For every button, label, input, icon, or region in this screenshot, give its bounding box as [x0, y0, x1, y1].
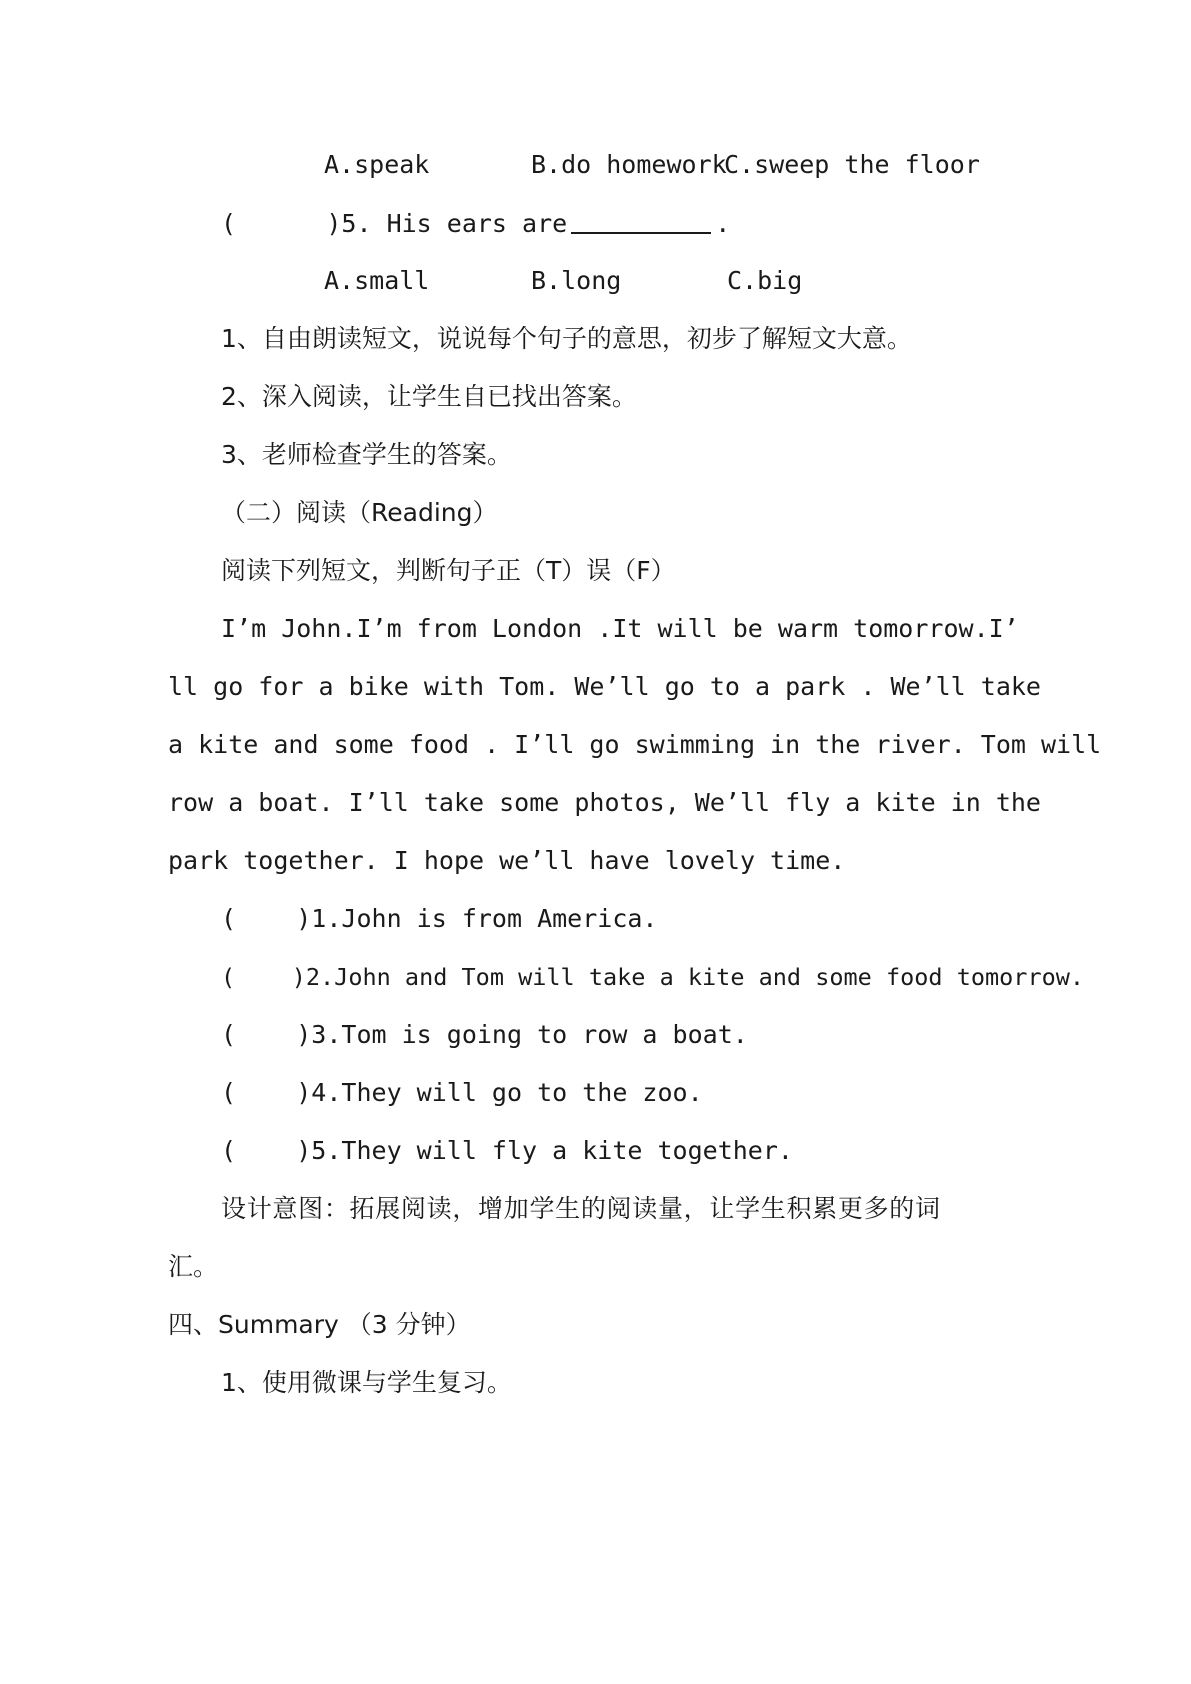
q4-option-a: A.speak	[324, 150, 430, 179]
passage-line-4: row a boat. I’ll take some photos, We’ll fly a kite in the	[168, 788, 1041, 817]
question-5	[221, 206, 730, 241]
tf-item-4: ( )4.They will go to the zoo.	[221, 1078, 703, 1107]
tf-item-1: ( )1.John is from America.	[221, 904, 658, 933]
step-1: 1、自由朗读短文，说说每个句子的意思，初步了解短文大意。	[221, 324, 912, 353]
passage-line-5: park together. I hope we’ll have lovely time.	[168, 846, 846, 875]
summary-heading: 四、Summary （3 分钟）	[168, 1310, 471, 1339]
design-intent-line-1: 设计意图：拓展阅读，增加学生的阅读量，让学生积累更多的词	[221, 1194, 940, 1223]
tf-item-3: ( )3.Tom is going to row a boat.	[221, 1020, 748, 1049]
q5-text: His ears are	[386, 209, 568, 238]
passage-line-1: I’m John.I’m from London .It will be warm tomorrow.I’	[221, 614, 1019, 643]
q5-end: .	[715, 209, 731, 238]
passage-line-2: ll go for a bike with Tom. We’ll go to a park . We’ll take	[168, 672, 1041, 701]
q5-option-b: B.long	[531, 266, 622, 295]
q5-option-a: A.small	[324, 266, 430, 295]
step-2: 2、深入阅读，让学生自已找出答案。	[221, 382, 637, 411]
q4-option-b: B.do homework	[531, 150, 727, 179]
q5-paren: ( )5.	[221, 209, 372, 238]
reading-instruction: 阅读下列短文，判断句子正（T）误（F）	[221, 556, 676, 585]
design-intent-line-2: 汇。	[168, 1252, 219, 1281]
answer-blank	[571, 206, 711, 234]
tf-item-2: ( )2.John and Tom will take a kite and some food tomorrow.	[221, 963, 1085, 991]
q4-option-c: C.sweep the floor	[724, 150, 980, 179]
passage-line-3: a kite and some food . I’ll go swimming in the river. Tom will	[168, 730, 1102, 759]
reading-heading: （二）阅读（Reading）	[221, 498, 498, 527]
step-3: 3、老师检查学生的答案。	[221, 440, 512, 469]
q5-option-c: C.big	[727, 266, 803, 295]
summary-step-1: 1、使用微课与学生复习。	[221, 1368, 512, 1397]
tf-item-5: ( )5.They will fly a kite together.	[221, 1136, 793, 1165]
